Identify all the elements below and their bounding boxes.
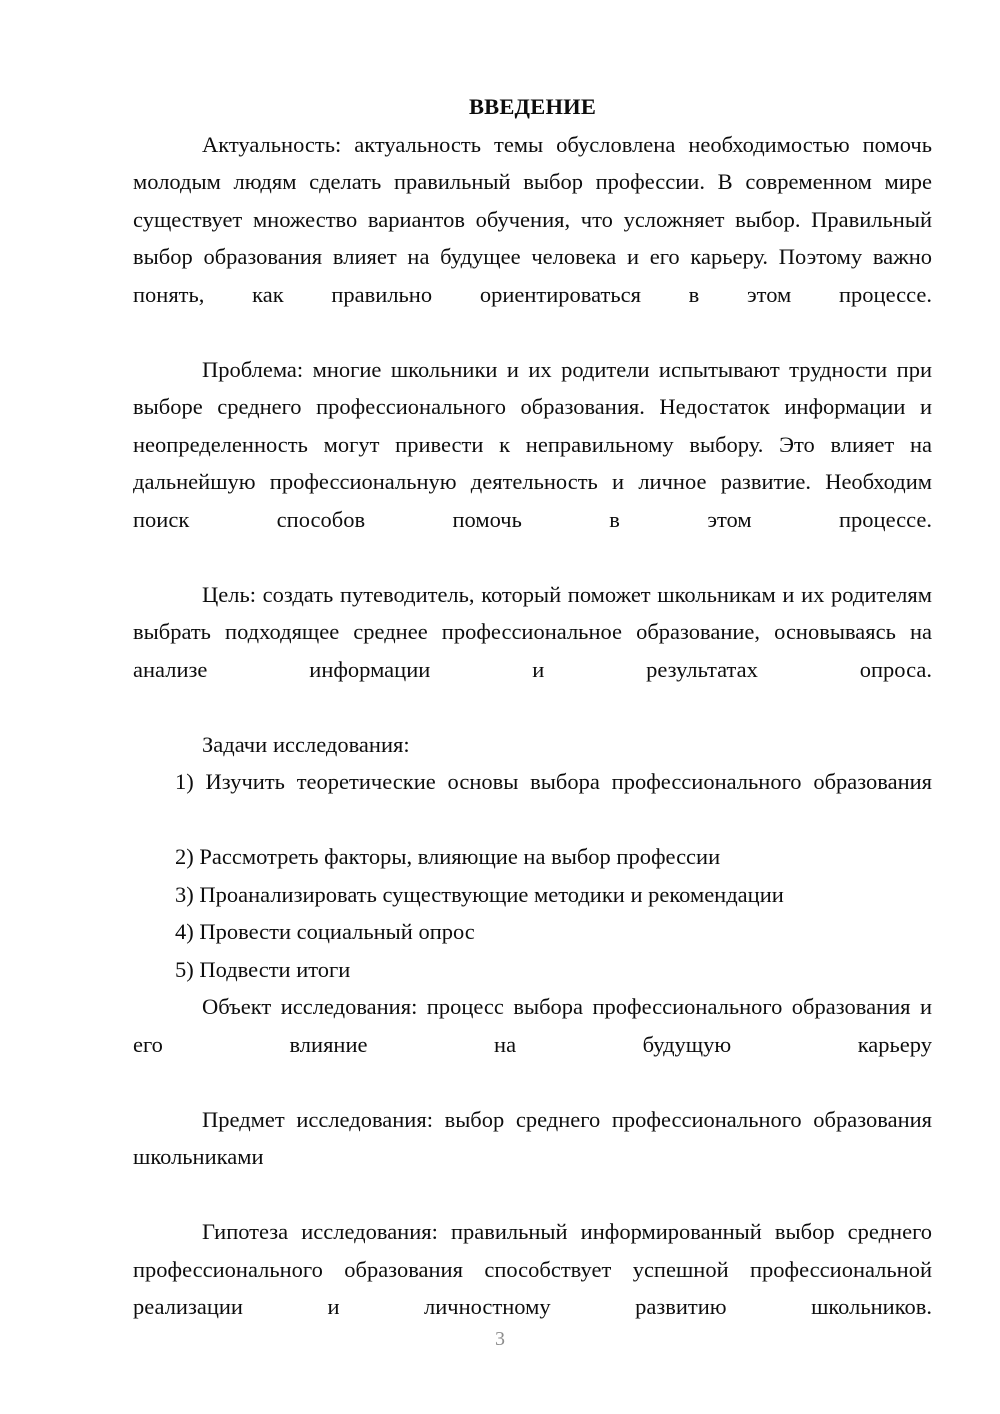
list-item: 3) Проанализировать существующие методики и рекомендации (175, 881, 784, 907)
paragraph-relevance: Актуальность: актуальность темы обусловлена необходимостью помочь молодым людям сделать правильный выбор профессии. В современном мире существует множество вариантов обучения, что усложняет выбор. Правильный выбор образования влияет на будущее человека и его карьеру. Поэтому важно понять, как правильно ориентироваться в этом процессе. (133, 131, 932, 307)
paragraph-hypothesis: Гипотеза исследования: правильный информированный выбор среднего профессионального образования способствует успешной профессиональной реализации и личностному развитию школьников. (133, 1219, 932, 1319)
list-item: 4) Провести социальный опрос (175, 919, 475, 944)
paragraph-goal: Цель: создать путеводитель, который поможет школьникам и их родителям выбрать подходящее среднее профессиональное образование, основываясь на анализе информации и результатах опроса. (133, 581, 932, 682)
document-body (133, 88, 932, 1363)
list-item: 5) Подвести итоги (175, 956, 351, 982)
paragraph-subject: Предмет исследования: выбор среднего профессионального образования школьниками (133, 1106, 932, 1169)
page-title: ВВЕДЕНИЕ (468, 94, 597, 119)
list-item: 2) Рассмотреть факторы, влияющие на выбор профессии (175, 844, 721, 869)
paragraph-problem: Проблема: многие школьники и их родители испытывают трудности при выборе среднего профессионального образования. Недостаток информации и неопределенность могут привести к неправильному выбору. Это влияет на дальнейшую профессиональную деятельность и личное развитие. Необходим поиск способов помочь в этом процессе. (133, 356, 932, 532)
list-item: 1) Изучить теоретические основы выбора профессионального образования (175, 769, 932, 794)
page-number: 3 (495, 1328, 505, 1350)
paragraph-tasks-intro: Задачи исследования: (202, 731, 410, 757)
paragraph-object: Объект исследования: процесс выбора профессионального образования и его влияние на будущую карьеру (133, 994, 932, 1057)
